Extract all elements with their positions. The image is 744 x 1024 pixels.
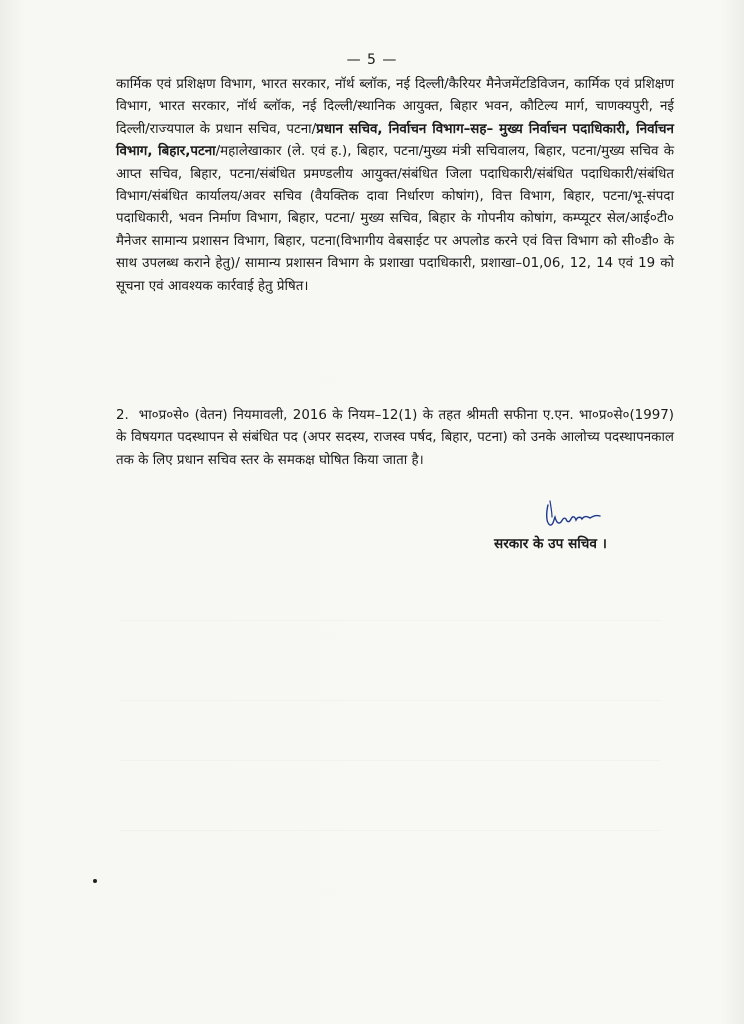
distribution-text-part2: /महालेखाकार (ले. एवं ह.), बिहार, पटना/मुख्य मंत्री सचिवालय, बिहार, पटना/मुख्य सचिव के आप्त सचिव, बिहार, पटना/संबंधित प्रमण्डलीय आयुक्त/संबंधित जिला पदाधिकारी/संबंधित पदाधिकारी/संबंधित विभाग/संबंधित कार्यालय/अवर सचिव (वैयक्तिक दावा निर्धारण कोषांग), वित्त विभाग, बिहार, पटना/भू-संपदा पदाधिकारी, भवन निर्माण विभाग, बिहार, पटना/ मुख्य सचिव, बिहार के गोपनीय कोषांग, कम्प्यूटर सेल/आई०टी० मैनेजर सामान्य प्रशासन विभाग, बिहार, पटना(विभागीय वेबसाईट पर अपलोड करने एवं वित्त विभाग को सी०डी० के साथ उपलब्ध कराने हेतु)/ सामान्य प्रशासन विभाग के प्रशाखा पदाधिकारी, प्रशाखा–01,06, 12, 14 एवं 19 को सूचना एवं आवश्यक कार्रवाई हेतु प्रेषित। [116,144,675,294]
distribution-text-part1: कार्मिक एवं प्रशिक्षण विभाग, भारत सरकार, नॉर्थ ब्लॉक, नई दिल्ली/कैरियर मैनेजमेंटडिविजन, कार्मिक एवं प्रशिक्षण विभाग, भारत सरकार, नॉर्थ ब्लॉक, नई दिल्ली/स्थानिक आयुक्त, बिहार भवन, कौटिल्य मार्ग, चाणक्यपुरी, नई दिल्ली/राज्यपाल के प्रधान सचिव, पटना/ [116,77,674,137]
distribution-paragraph [116,74,674,298]
paragraph-number: 2. [116,408,129,423]
designation-label: सरकार के उप सचिव । [494,536,607,552]
show-through-line [120,620,660,621]
show-through-line [120,760,660,761]
scan-speck [93,879,97,883]
declaration-paragraph [116,405,674,472]
page-number: — 5 — [346,52,398,68]
distribution-text-bold: प्रधान सचिव, निर्वाचन विभाग–सह– मुख्य निर्वाचन पदाधिकारी, निर्वाचन विभाग, बिहार,पटना [116,121,674,160]
show-through-line [120,700,660,701]
declaration-text: भा०प्र०से० (वेतन) नियमावली, 2016 के नियम–12(1) के तहत श्रीमती सफीना ए.एन. भा०प्र०से०(1997) के विषयगत पदस्थापन से संबंधित पद (अपर सदस्य, राजस्व पर्षद, बिहार, पटना) को उनके आलोच्य पदस्थापनकाल तक के लिए प्रधान सचिव स्तर के समकक्ष घोषित किया जाता है। [116,408,674,468]
handwritten-signature [540,495,610,535]
show-through-line [120,830,660,831]
